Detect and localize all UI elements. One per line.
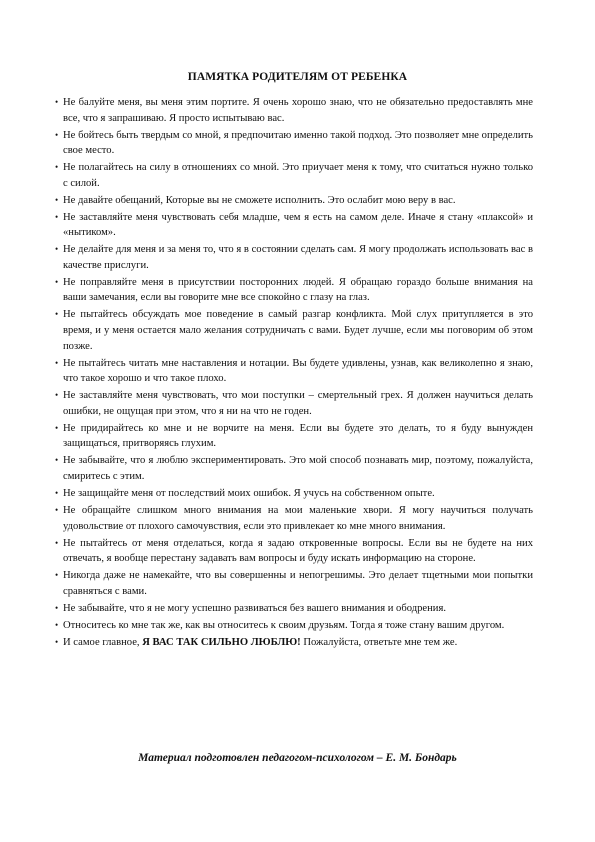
- bullet-icon: •: [55, 619, 59, 630]
- advice-list: [56, 95, 533, 652]
- list-item: [56, 503, 533, 534]
- list-item: [56, 388, 533, 419]
- list-item: [56, 453, 533, 484]
- list-item: [56, 536, 533, 567]
- list-item: [56, 242, 533, 273]
- list-item: [56, 356, 533, 387]
- bullet-icon: •: [55, 422, 59, 433]
- list-item-text: Не делайте для меня и за меня то, что я в состоянии сделать сам. Я могу продолжать использовать вас в качестве прислуги.: [63, 244, 533, 271]
- bullet-icon: •: [55, 194, 59, 205]
- list-item: [56, 486, 533, 502]
- author-footer: Материал подготовлен педагогом-психологом – Е. М. Бондарь: [138, 752, 457, 764]
- bullet-icon: •: [55, 309, 59, 320]
- list-item: [56, 568, 533, 599]
- list-item-text: Не полагайтесь на силу в отношениях со мной. Это приучает меня к тому, что считаться нужно только с силой.: [63, 162, 533, 189]
- list-item-text: Не пытайтесь от меня отделаться, когда я задаю откровенные вопросы. Если вы не будете на них отвечать, я вообще перестану задавать вам вопросы и буду искать информацию на стороне.: [63, 537, 533, 565]
- list-item: [56, 421, 533, 452]
- bullet-icon: •: [55, 636, 59, 647]
- bullet-icon: •: [55, 129, 59, 140]
- bullet-icon: •: [55, 211, 59, 222]
- list-item: [56, 601, 533, 617]
- list-item: [56, 160, 533, 191]
- list-item-text: Не поправляйте меня в присутствии посторонних людей. Я обращаю гораздо больше внимания на ваши замечания, если вы говорите мне все спокойно с глазу на глаз.: [63, 276, 533, 304]
- bullet-icon: •: [55, 487, 59, 498]
- bullet-icon: •: [55, 276, 59, 287]
- list-item: [56, 307, 533, 354]
- list-item: [56, 128, 533, 159]
- list-item-text: Не заставляйте меня чувствовать, что мои поступки – смертельный грех. Я должен научиться делать ошибки, не ощущая при этом, что я ни на что не годен.: [63, 390, 533, 417]
- list-item-text: Не забывайте, что я люблю экспериментировать. Это мой способ познавать мир, поэтому, пожалуйста, смиритесь с этим.: [63, 455, 533, 482]
- list-item-text: Не балуйте меня, вы меня этим портите. Я очень хорошо знаю, что не обязательно предоставлять мне все, что я запрашиваю. Я просто испытываю вас.: [63, 97, 533, 124]
- bullet-icon: •: [55, 570, 59, 581]
- bullet-icon: •: [55, 244, 59, 255]
- list-item-text: Пожалуйста, ответьте мне тем же.: [300, 636, 458, 648]
- bullet-icon: •: [55, 537, 59, 548]
- emphasis-text: Я ВАС ТАК СИЛЬНО ЛЮБЛЮ!: [142, 636, 301, 648]
- list-item: [56, 618, 533, 634]
- list-item-text: Не обращайте слишком много внимания на мои маленькие хвори. Я могу научиться получать удовольствие от плохого самочувствия, если это привлекает ко мне много внимания.: [63, 504, 533, 532]
- bullet-icon: •: [55, 504, 59, 515]
- list-item: [56, 635, 533, 651]
- list-item-text: Не придирайтесь ко мне и не ворчите на меня. Если вы будете это делать, то я буду вынужден защищаться, притворяясь глухим.: [63, 422, 533, 450]
- list-item-text: Не давайте обещаний, Которые вы не сможете исполнить. Это ослабит мою веру в вас.: [63, 194, 456, 206]
- bullet-icon: •: [55, 390, 59, 401]
- list-item-text: Не пытайтесь обсуждать мое поведение в самый разгар конфликта. Мой слух притупляется в это время, и у меня остается мало желания сотрудничать с вами. Будет лучше, если мы поговорим об этом позже.: [63, 309, 533, 352]
- bullet-icon: •: [55, 162, 59, 173]
- list-item-text: Не забывайте, что я не могу успешно развиваться без вашего внимания и ободрения.: [63, 602, 446, 614]
- bullet-icon: •: [55, 97, 59, 107]
- list-item-text: Не защищайте меня от последствий моих ошибок. Я учусь на собственном опыте.: [63, 487, 435, 499]
- list-item-text: Никогда даже не намекайте, что вы совершенны и непогрешимы. Это делает тщетными мои попытки сравняться с вами.: [63, 570, 533, 597]
- list-item-text: Не пытайтесь читать мне наставления и нотации. Вы будете удивлены, узнав, как великолепно я знаю, что такое хорошо и что такое плохо.: [63, 357, 533, 385]
- list-item-text: Относитесь ко мне так же, как вы относитесь к своим друзьям. Тогда я тоже стану вашим другом.: [63, 619, 505, 631]
- list-item: [56, 210, 533, 241]
- list-item-text: Не заставляйте меня чувствовать себя младше, чем я есть на самом деле. Иначе я стану «плаксой» и «нытиком».: [63, 211, 533, 239]
- bullet-icon: •: [55, 357, 59, 368]
- list-item: [56, 275, 533, 306]
- list-item: [56, 193, 533, 209]
- document-title: ПАМЯТКА РОДИТЕЛЯМ ОТ РЕБЕНКА: [187, 71, 408, 83]
- list-item: [56, 95, 533, 126]
- list-item-text: И самое главное,: [63, 636, 143, 648]
- bullet-icon: •: [55, 602, 59, 613]
- list-item-text: Не бойтесь быть твердым со мной, я предпочитаю именно такой подход. Это позволяет мне определить свое место.: [63, 129, 533, 157]
- bullet-icon: •: [55, 455, 59, 466]
